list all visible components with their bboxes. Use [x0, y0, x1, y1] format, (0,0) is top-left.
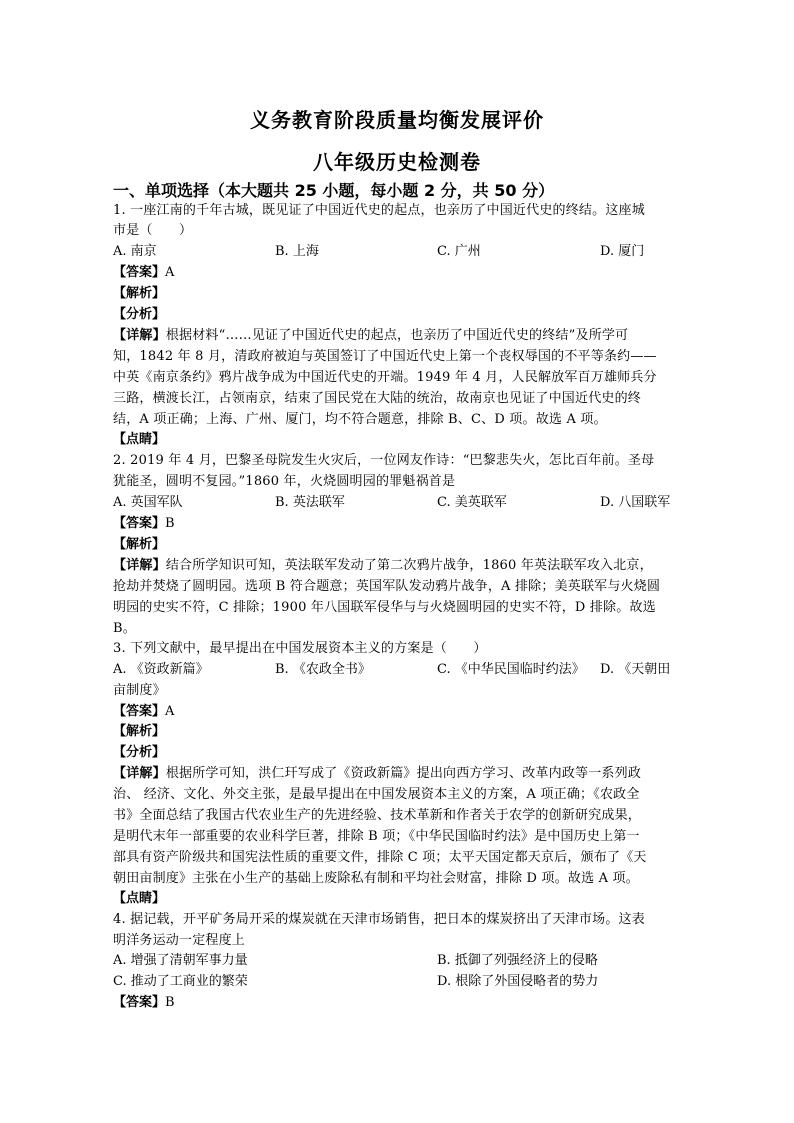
q1-detail-line4: 三路，横渡长江，占领南京，结束了国民党在大陆的统治，故南京也见证了中国近代史的终 — [113, 391, 642, 406]
q2-detail-line2: 抢劫并焚烧了圆明园。选项 B 符合题意；英国军队发动鸦片战争，A 排除；美英联军与火烧圆 — [113, 579, 661, 594]
q3-stem-line1: 3. 下列文献中，最早提出在中国发展资本主义的方案是（ ） — [113, 641, 487, 656]
q1-answer-value: A — [165, 265, 175, 280]
q4-option-a: A. 增强了清朝军事力量 — [113, 953, 248, 968]
q3-option-d-cont: 亩制度》 — [113, 683, 166, 698]
q4-option-c: C. 推动了工商业的繁荣 — [113, 974, 248, 989]
q3-answer: 【答案】A — [113, 704, 175, 719]
q4-stem-line2: 明洋务运动一定程度上 — [113, 933, 246, 948]
q2-option-d: D. 八国联军 — [600, 495, 671, 510]
q1-option-d: D. 厦门 — [600, 244, 645, 259]
q1-option-a: A. 南京 — [113, 244, 157, 259]
q2-option-b: B. 英法联军 — [275, 495, 345, 510]
q1-answer: 【答案】A — [113, 265, 175, 280]
q3-analysis-label: 【解析】 — [113, 724, 166, 739]
q3-answer-value: A — [165, 704, 175, 719]
q3-comment-label: 【点睛】 — [113, 891, 166, 906]
q2-option-a: A. 英国军队 — [113, 495, 183, 510]
q3-fenxi-label: 【分析】 — [113, 745, 166, 760]
q1-analysis-label: 【解析】 — [113, 286, 166, 301]
q3-option-d: D. 《天朝田 — [600, 662, 671, 677]
q2-answer: 【答案】B — [113, 516, 175, 531]
q3-detail-line3: 书》全面总结了我国古代农业生产的先进经验、技术革新和作者关于农学的创新研究成果， — [113, 808, 642, 823]
q3-detail-line5: 部具有资产阶级共和国宪法性质的重要文件，排除 C 项；太平天国定都天京后，颁布了《天 — [113, 850, 647, 865]
q2-stem-line2: 犹能圣，圆明不复园。”1860 年，火烧圆明园的罪魁祸首是 — [113, 474, 456, 489]
q4-stem-line1: 4. 据记载，开平矿务局开采的煤炭就在天津市场销售，把日本的煤炭挤出了天津市场。这表 — [113, 912, 645, 927]
q4-option-b: B. 抵御了列强经济上的侵略 — [437, 953, 598, 968]
q1-detail-line2: 知，1842 年 8 月，清政府被迫与英国签订了中国近代史上第一个丧权辱国的不平等条约—— — [113, 349, 657, 364]
q3-detail-line6: 朝田亩制度》主张在小生产的基础上废除私有制和平均社会财富，排除 D 项。故选 A 项。 — [113, 871, 639, 886]
q4-answer: 【答案】B — [113, 995, 175, 1010]
section-heading: 一、单项选择（本大题共 25 小题，每小题 2 分，共 50 分） — [113, 181, 555, 200]
exam-title: 义务教育阶段质量均衡发展评价 — [250, 108, 544, 132]
q2-detail-line4: B。 — [113, 621, 136, 636]
q1-detail-line1: 【详解】根据材料“……见证了中国近代史的起点，也亲历了中国近代史的终结”及所学可 — [113, 328, 629, 343]
q3-option-c: C. 《中华民国临时约法》 — [437, 662, 585, 677]
q1-stem-line2: 市是（ ） — [113, 223, 193, 238]
exam-subtitle: 八年级历史检测卷 — [313, 150, 481, 174]
q1-detail-line5: 结，A 项正确；上海、广州、厦门，均不符合题意，排除 B、C、D 项。故选 A 项。 — [113, 412, 607, 427]
q2-detail-line1: 【详解】结合所学知识可知，英法联军发动了第二次鸦片战争，1860 年英法联军攻入北京， — [113, 558, 653, 573]
q4-option-d: D. 根除了外国侵略者的势力 — [437, 974, 599, 989]
q1-comment-label: 【点睛】 — [113, 432, 166, 447]
q1-option-c: C. 广州 — [437, 244, 481, 259]
q3-detail-line1: 【详解】根据所学可知，洪仁玕写成了《资政新篇》提出向西方学习、改革内政等一系列政 — [113, 766, 642, 781]
q1-detail-line3: 中英《南京条约》鸦片战争成为中国近代史的开端。1949 年 4 月，人民解放军百万雄师兵分 — [113, 370, 657, 385]
q1-fenxi-label: 【分析】 — [113, 307, 166, 322]
q2-stem-line1: 2. 2019 年 4 月，巴黎圣母院发生火灾后，一位网友作诗：“巴黎悲失火，怎比百年前。圣母 — [113, 453, 655, 468]
q3-detail-line4: 是明代末年一部重要的农业科学巨著，排除 B 项；《中华民国临时约法》是中国历史上第一 — [113, 829, 640, 844]
q2-option-c: C. 美英联军 — [437, 495, 507, 510]
q3-detail-line2: 治、 经济、文化、外交主张，是最早提出在中国发展资本主义的方案，A 项正确；《农政全 — [113, 787, 640, 802]
q1-option-b: B. 上海 — [275, 244, 319, 259]
q1-stem-line1: 1. 一座江南的千年古城，既见证了中国近代史的起点，也亲历了中国近代史的终结。这座城 — [113, 203, 645, 218]
q3-option-b: B. 《农政全书》 — [275, 662, 371, 677]
q2-analysis-label: 【解析】 — [113, 537, 166, 552]
q2-detail-line3: 明园的史实不符，C 排除；1900 年八国联军侵华与与火烧圆明园的史实不符，D 排除。故选 — [113, 600, 656, 615]
q3-option-a: A. 《资政新篇》 — [113, 662, 209, 677]
q4-answer-value: B — [165, 995, 175, 1010]
q2-answer-value: B — [165, 516, 175, 531]
